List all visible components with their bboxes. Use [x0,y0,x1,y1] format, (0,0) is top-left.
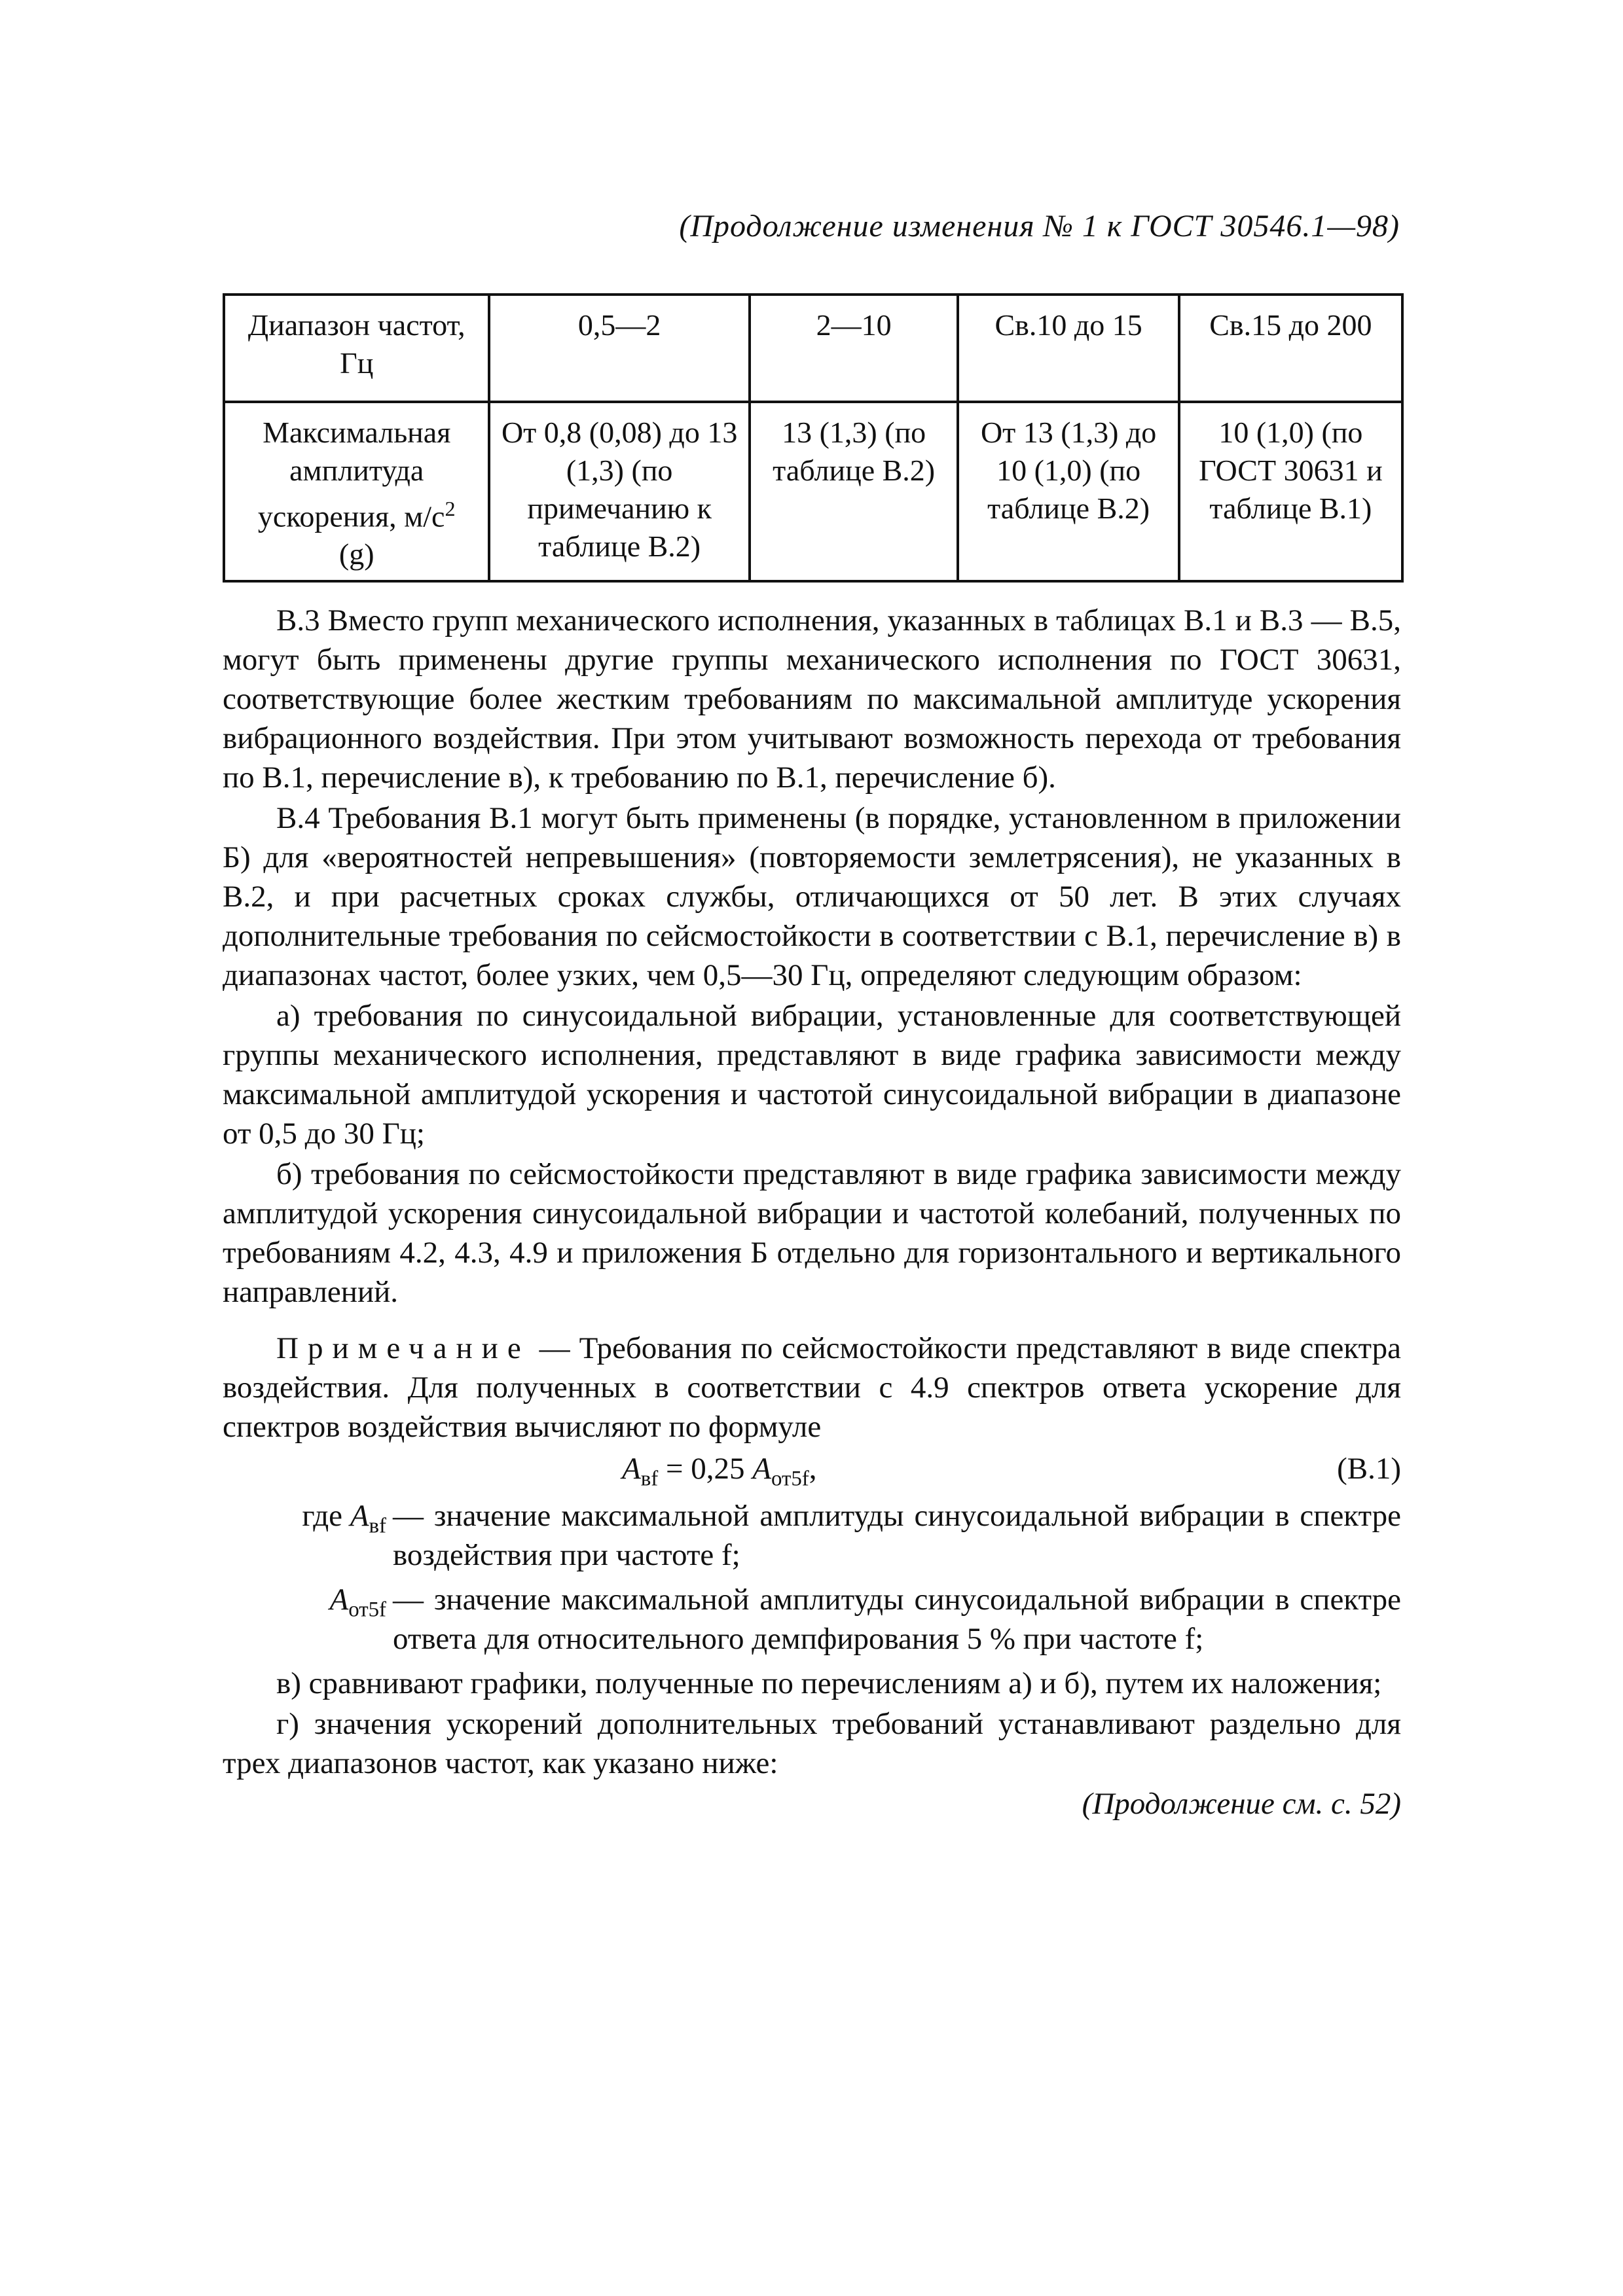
table-cell: 2—10 [750,295,958,402]
continuation-note: (Продолжение см. с. 52) [1082,1787,1401,1821]
label-superscript: 2 [445,497,456,520]
paragraph-a: а) требования по синусоидальной вибрации, установленные для соответствующей группы механического исполнения, представляют в виде графика зависимости между максимальной амплитудой ускорения и частотой синусоидальной вибрации в диапазоне от 0,5 до 30 Гц; [223,999,1401,1151]
where-description: — значение максимальной амплитуды синусоидальной вибрации в спектре воздействия при частоте f; [393,1499,1401,1572]
paragraph-b: б) требования по сейсмостойкости представляют в виде графика зависимости между амплитудой ускорения синусоидальной вибрации и частотой колебаний, полученных по требованиям 4.2, 4.3, 4.9 и приложения Б отдельно для горизонтального и вертикального направлений. [223,1157,1401,1309]
label-text: Максимальная амплитуда ускорения, м/с [257,416,451,533]
table-row [224,402,1402,581]
table-row [224,295,1402,402]
table-cell: 10 (1,0) (по ГОСТ 30631 и таблице В.1) [1179,402,1402,581]
note-text: — Требования по сейсмостойкости представляют в виде спектра воздействия. Для полученных в соответствии с 4.9 спектров ответа ускорение для спектров воздействия вычисляют по формуле [223,1331,1401,1444]
page-header: (Продолжение изменения № 1 к ГОСТ 30546.1—98) [679,209,1400,243]
formula-expression: $A_{вf} = 0,25$ $A_{от5f}$, [622,1452,817,1491]
where-description: — значение максимальной амплитуды синусоидальной вибрации в спектре ответа для относительного демпфирования 5 % при частоте f; [393,1583,1401,1656]
paragraph-g: г) значения ускорений дополнительных требований устанавливают раздельно для трех диапазонов частот, как указано ниже: [223,1707,1401,1780]
table-cell: От 0,8 (0,08) до 13 (1,3) (по примечанию к таблице В.2) [489,402,749,581]
frequency-table [223,293,1404,583]
table-cell: От 13 (1,3) до 10 (1,0) (по таблице В.2) [958,402,1178,581]
table-cell: Св.10 до 15 [958,295,1178,402]
paragraph-v: в) сравнивают графики, полученные по перечислениям а) и б), путем их наложения; [276,1666,1382,1700]
table-cell: Св.15 до 200 [1179,295,1402,402]
paragraph-b3: В.3 Вместо групп механического исполнения, указанных в таблицах В.1 и В.3 — В.5, могут быть применены другие группы механического исполнения по ГОСТ 30631, соответствующие более жестким требованиям по максимальной амплитуде ускорения вибрационного воздействия. При этом учитывают возможность перехода от требования по В.1, перечисление в), к требованию по В.1, перечисление б). [223,603,1401,795]
where-symbol: $A_{от5f}$ [329,1583,386,1622]
where-clause-1 [223,1496,1401,1575]
body-text [223,601,1401,1825]
paragraph-b4: В.4 Требования В.1 могут быть применены (в порядке, установленном в приложении Б) для «вероятностей непревышения» (повторяемости землетрясения), не указанных в В.2, и при расчетных сроках службы, отличающихся от 50 лет. В этих случаях дополнительные требования по сейсмостойкости в соответствии с В.1, перечисление в) в диапазонах частот, более узких, чем 0,5—30 Гц, определяют следующим образом: [223,801,1401,992]
where-symbol: где $A_{вf}$ [302,1499,386,1538]
formula-number: (В.1) [1337,1452,1401,1486]
formula [223,1448,1401,1494]
table-cell: 13 (1,3) (по таблице В.2) [750,402,958,581]
where-clause-2 [223,1580,1401,1659]
label-unit: (g) [338,537,374,571]
table-cell: Диапазон частот, Гц [224,295,489,402]
note [223,1329,1401,1446]
note-label: Примечание [276,1331,530,1365]
table-cell: 0,5—2 [489,295,749,402]
table-cell-label [224,402,489,581]
